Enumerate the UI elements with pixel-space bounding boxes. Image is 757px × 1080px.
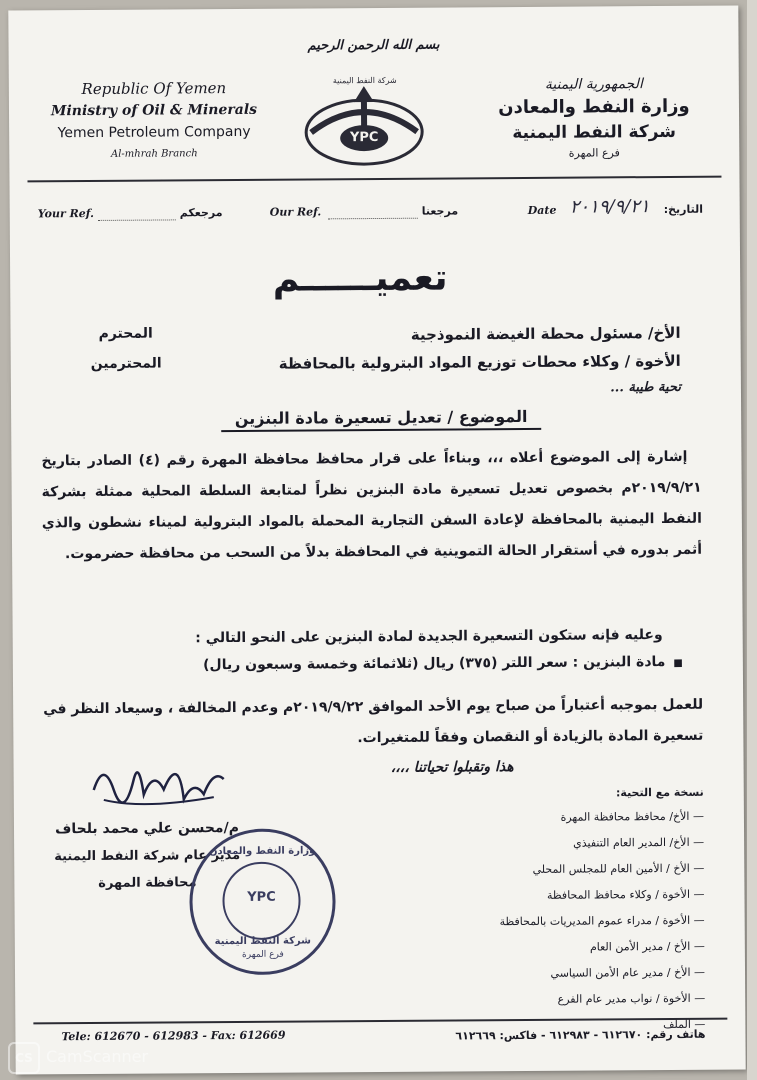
your-ref-line xyxy=(98,219,176,221)
signatory-name: م/محسن علي محمد بلحاف xyxy=(55,819,239,838)
camscanner-text: CamScanner xyxy=(46,1047,149,1066)
date-label-en: Date xyxy=(527,203,557,217)
stamp-bottom-text: فرع المهرة xyxy=(241,949,284,960)
date-value: ٢٠١٩/٩/٢١ xyxy=(569,196,650,218)
ypc-logo-graphic xyxy=(299,82,430,173)
addressee-1-honorific: المحترم xyxy=(98,325,153,342)
official-stamp xyxy=(189,828,336,975)
stamp-inner-ring xyxy=(222,862,301,941)
footer-contact-en: Tele: 612670 - 612983 - Fax: 612669 xyxy=(61,1028,286,1044)
ministry-name-ar: وزارة النفط والمعادن xyxy=(498,95,690,119)
greeting: تحية طيبة ... xyxy=(610,379,681,396)
date-label-ar: التاريخ: xyxy=(663,202,704,216)
stamp-center-label: YPC xyxy=(247,889,276,905)
list-item: — الأخ/ محافظ محافظة المهرة xyxy=(560,809,704,824)
ypc-logo-arc-text: شركة النفط اليمنية xyxy=(332,75,397,86)
country-name-en: Republic Of Yemen xyxy=(81,79,227,99)
english-letterhead xyxy=(39,77,270,167)
list-item: — الأخوة / مدراء عموم المديريات بالمحافظة xyxy=(499,913,705,929)
ypc-logo xyxy=(299,75,430,173)
branch-name-en: Al-mhrah Branch xyxy=(110,148,198,160)
arabic-letterhead xyxy=(479,74,710,164)
camscanner-watermark xyxy=(8,1040,198,1074)
company-name-en: Yemen Petroleum Company xyxy=(57,123,251,142)
our-ref-label-ar: مرجعنا xyxy=(421,204,459,218)
list-item: — الأخ / مدير الأمن العام xyxy=(589,939,705,954)
price-bullet-text: مادة البنزين : سعر اللتر (٣٧٥) ريال (ثلاثمائة وخمسة وسبعون ريال) xyxy=(203,653,666,674)
addressee-2-honorific: المحترمين xyxy=(90,355,162,372)
stamp-outer-text: وزارة النفط والمعادن xyxy=(208,845,316,858)
basmala: بسم الله الرحمن الرحيم xyxy=(307,37,440,54)
list-item: — الأخوة / وكلاء محافظ المحافظة xyxy=(546,887,705,902)
stamp-middle-text: شركة النفط اليمنية xyxy=(214,935,311,948)
signatory-title-1: مدير عام شركة النفط اليمنية xyxy=(54,847,241,865)
body-paragraph-2: وعليه فإنه ستكون التسعيرة الجديدة لمادة البنزين على النحو التالي : xyxy=(195,627,663,647)
list-item: — الأخ / الأمين العام للمجلس المحلي xyxy=(532,861,705,876)
bullet-marker: ■ xyxy=(673,657,683,669)
list-item: — الأخ/ المدير العام التنفيذي xyxy=(573,835,705,850)
subject-line: الموضوع / تعديل تسعيرة مادة البنزين xyxy=(221,407,541,432)
closing: هذا وتقبلوا تحياتنا ،،،، xyxy=(390,759,514,776)
camscanner-logo-icon: CS xyxy=(8,1042,40,1074)
branch-name-ar: فرع المهرة xyxy=(568,146,620,160)
copies-heading: نسخة مع التحية: xyxy=(615,785,704,800)
list-item: — الملف xyxy=(663,1017,706,1032)
our-ref-line xyxy=(328,218,418,220)
addressee-2: الأخوة / وكلاء محطات توزيع المواد البترولية بالمحافظة xyxy=(278,351,681,373)
list-item: — الأخ / مدير عام الأمن السياسي xyxy=(550,965,706,980)
addressee-1: الأخ/ مسئول محطة الغيضة النموذجية xyxy=(410,323,681,344)
company-name-ar: شركة النفط اليمنية xyxy=(512,121,677,144)
our-ref-label-en: Our Ref. xyxy=(269,205,322,219)
copies-list xyxy=(474,782,706,1040)
signatory-title-2: محافظة المهرة xyxy=(98,875,197,891)
ministry-name-en: Ministry of Oil & Minerals xyxy=(50,101,258,120)
page-edge-shadow xyxy=(747,0,757,1080)
country-name-ar: الجمهورية اليمنية xyxy=(544,76,643,93)
handwritten-signature xyxy=(83,749,233,820)
footer-contact-ar: هاتف رقم: ٦١٢٦٧٠ - ٦١٢٩٨٣ - فاكس: ٦١٢٦٦٩ xyxy=(455,1027,706,1043)
your-ref-label-en: Your Ref. xyxy=(37,206,94,221)
body-paragraph-1: إشارة إلى الموضوع أعلاه ،،، وبناءاً على قرار محافظ محافظة المهرة رقم (٤) الصادر بتاريخ ٢٠١٩/٩/٢١م بخصوص تعديل تسعيرة مادة البنزين نظراً لمتابعة السلطة المحلية ممثلة بشركة النفط اليمنية بالمحافظة لإعادة السفن التجارية المحملة بالمواد البترولية لميناء نشطون والذي أثمر بدوره في أستقرار الحالة التموينية في المحافظة بدلاً من السحب من محافظة حضرموت. xyxy=(41,448,703,563)
header-divider xyxy=(27,176,721,183)
ypc-logo-label: YPC xyxy=(349,129,379,146)
body-paragraph-3: للعمل بموجبه أعتباراً من صباح يوم الأحد الموافق ٢٠١٩/٩/٢٢م وعدم المخالفة ، وسيعاد النظر في تسعيرة المادة بالزيادة أو النقصان وفقاً للمتغيرات. xyxy=(43,696,704,747)
list-item: — الأخوة / نواب مدير عام الفرع xyxy=(557,991,706,1006)
document-title: تعميــــــم xyxy=(272,257,448,300)
price-bullet xyxy=(83,654,683,674)
your-ref-label-ar: مرجعكم xyxy=(179,206,223,220)
document-page xyxy=(8,5,745,1074)
